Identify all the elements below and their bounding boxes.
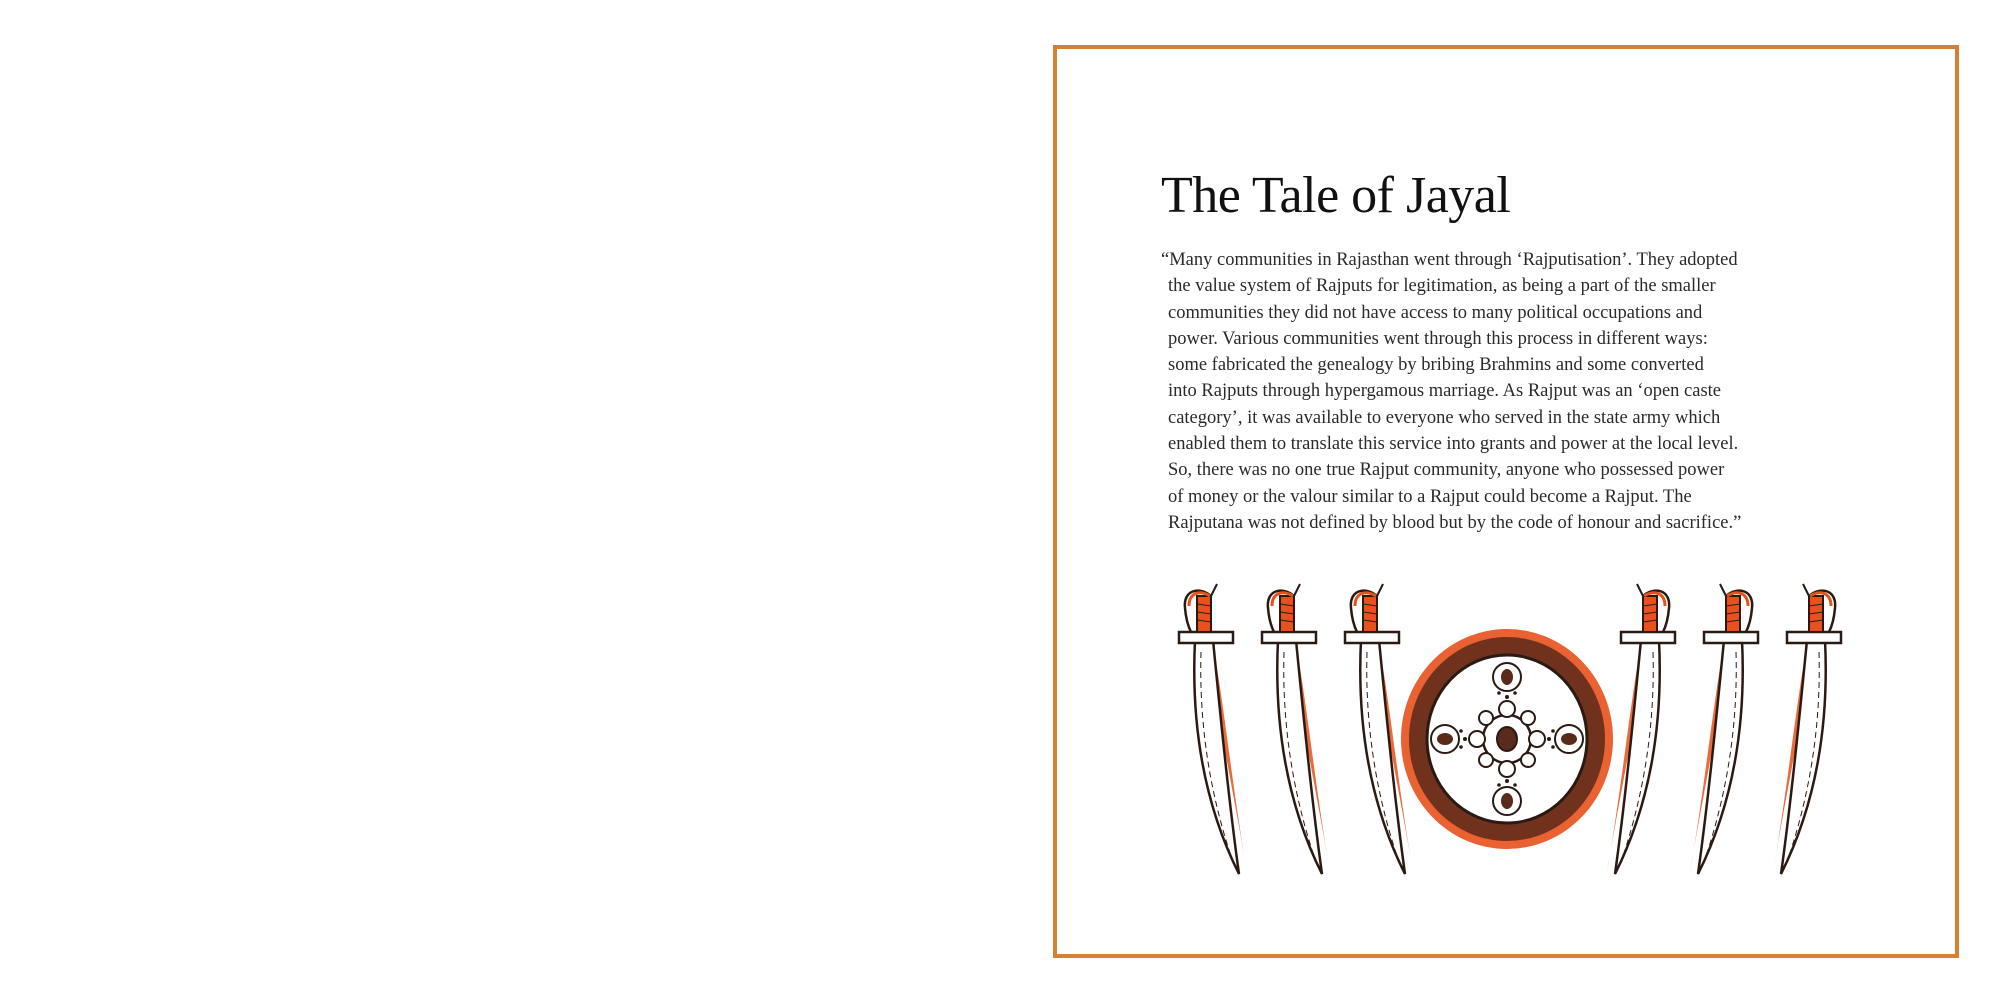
quote-line: Rajputana was not defined by blood but by the code of honour and sacrifice.” [1168,512,1742,533]
quote-line: enabled them to translate this service into grants and power at the local level. [1168,434,1739,455]
quote-line: some fabricated the genealogy by bribing Brahmins and some converted [1168,355,1704,376]
sword-icon [1262,584,1330,874]
sword-icon [1773,584,1841,874]
quote-line: the value system of Rajputs for legitimation, as being a part of the smaller [1168,276,1716,297]
sword-icon [1607,584,1675,874]
shield-icon [1401,629,1613,849]
page-title: The Tale of Jayal [1161,167,1511,224]
quote-line: “Many communities in Rajasthan went through ‘Rajputisation’. They adopted [1161,250,1738,270]
quote-paragraph [1161,247,1861,536]
swords-and-shield-illustration [1157,564,1857,904]
quote-line: power. Various communities went through this process in different ways: [1168,328,1708,349]
right-page-frame [1053,45,1959,958]
quote-line: communities they did not have access to many political occupations and [1168,302,1703,323]
quote-line: into Rajputs through hypergamous marriage. As Rajput was an ‘open caste [1168,381,1722,402]
sword-icon [1179,584,1247,874]
sword-icon [1690,584,1758,874]
quote-line: of money or the valour similar to a Rajput could become a Rajput. The [1168,486,1692,507]
quote-line: category’, it was available to everyone who served in the state army which [1168,407,1721,428]
quote-line: So, there was no one true Rajput community, anyone who possessed power [1168,460,1725,481]
